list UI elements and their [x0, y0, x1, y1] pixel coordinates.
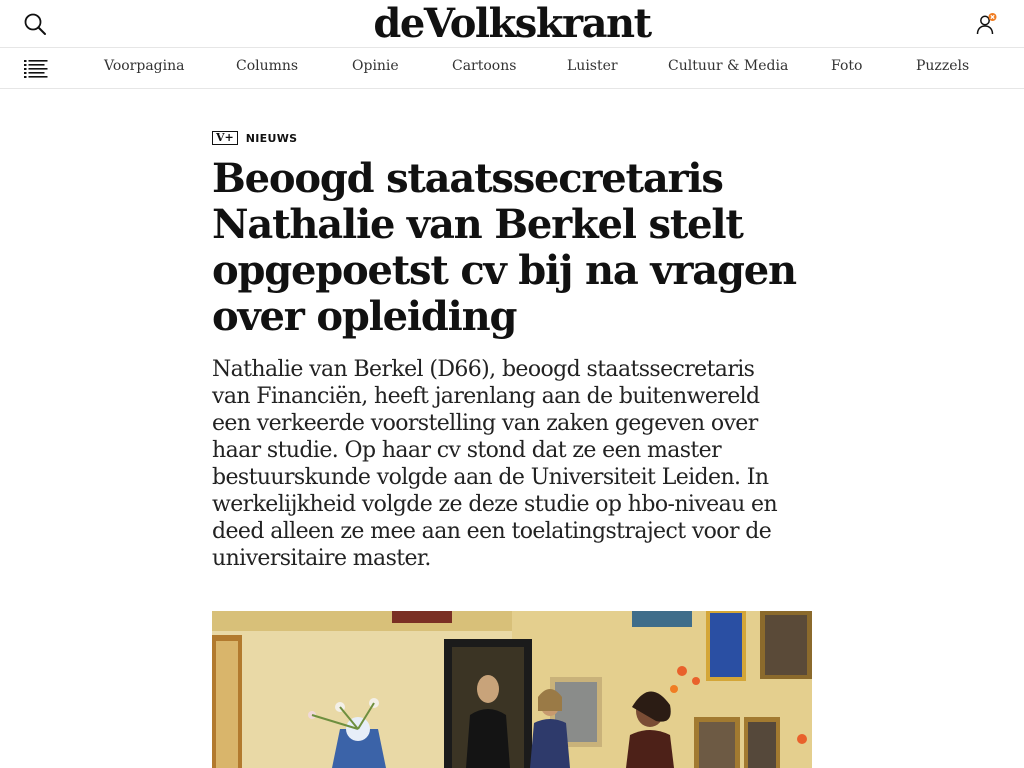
- top-bar: [0, 0, 1024, 48]
- article-headline: Beoogd staatssecretaris Nathalie van Berkel stelt opgepoetst cv bij na vragen over opleiding: [212, 155, 796, 340]
- nav-item-cultuur-media[interactable]: Cultuur & Media: [668, 58, 789, 74]
- photo-illustration: [212, 611, 812, 768]
- nav-item-cartoons[interactable]: Cartoons: [452, 58, 517, 74]
- nav-item-opinie[interactable]: Opinie: [352, 58, 399, 74]
- article-lead: Nathalie van Berkel (D66), beoogd staatssecretaris van Financiën, heeft jarenlang aan de buitenwereld een verkeerde voorstelling van zaken gegeven over haar studie. Op haar cv stond dat ze een master bestuurskunde volgde aan de Universiteit Leiden. In werkelijkheid volgde ze deze studie op hbo-niveau en deed alleen ze mee aan een toelatingstraject voor de universitaire master.: [212, 357, 778, 571]
- article: [212, 130, 812, 572]
- site-logo[interactable]: deVolkskrant: [373, 0, 651, 47]
- menu-button[interactable]: [24, 59, 48, 79]
- nav-item-foto[interactable]: Foto: [831, 58, 863, 74]
- section-label[interactable]: NIEUWS: [245, 131, 298, 145]
- main-navigation: [0, 48, 1024, 89]
- nav-item-luister[interactable]: Luister: [567, 58, 618, 74]
- menu-icon: [24, 59, 48, 79]
- article-photo[interactable]: [212, 611, 812, 768]
- nav-item-columns[interactable]: Columns: [236, 58, 299, 74]
- nav-item-voorpagina[interactable]: Voorpagina: [104, 58, 185, 74]
- article-kicker: [212, 130, 812, 146]
- nav-item-puzzels[interactable]: Puzzels: [916, 58, 970, 74]
- user-account-icon: [974, 12, 998, 36]
- account-button[interactable]: [974, 12, 998, 36]
- premium-badge: V+: [212, 131, 238, 145]
